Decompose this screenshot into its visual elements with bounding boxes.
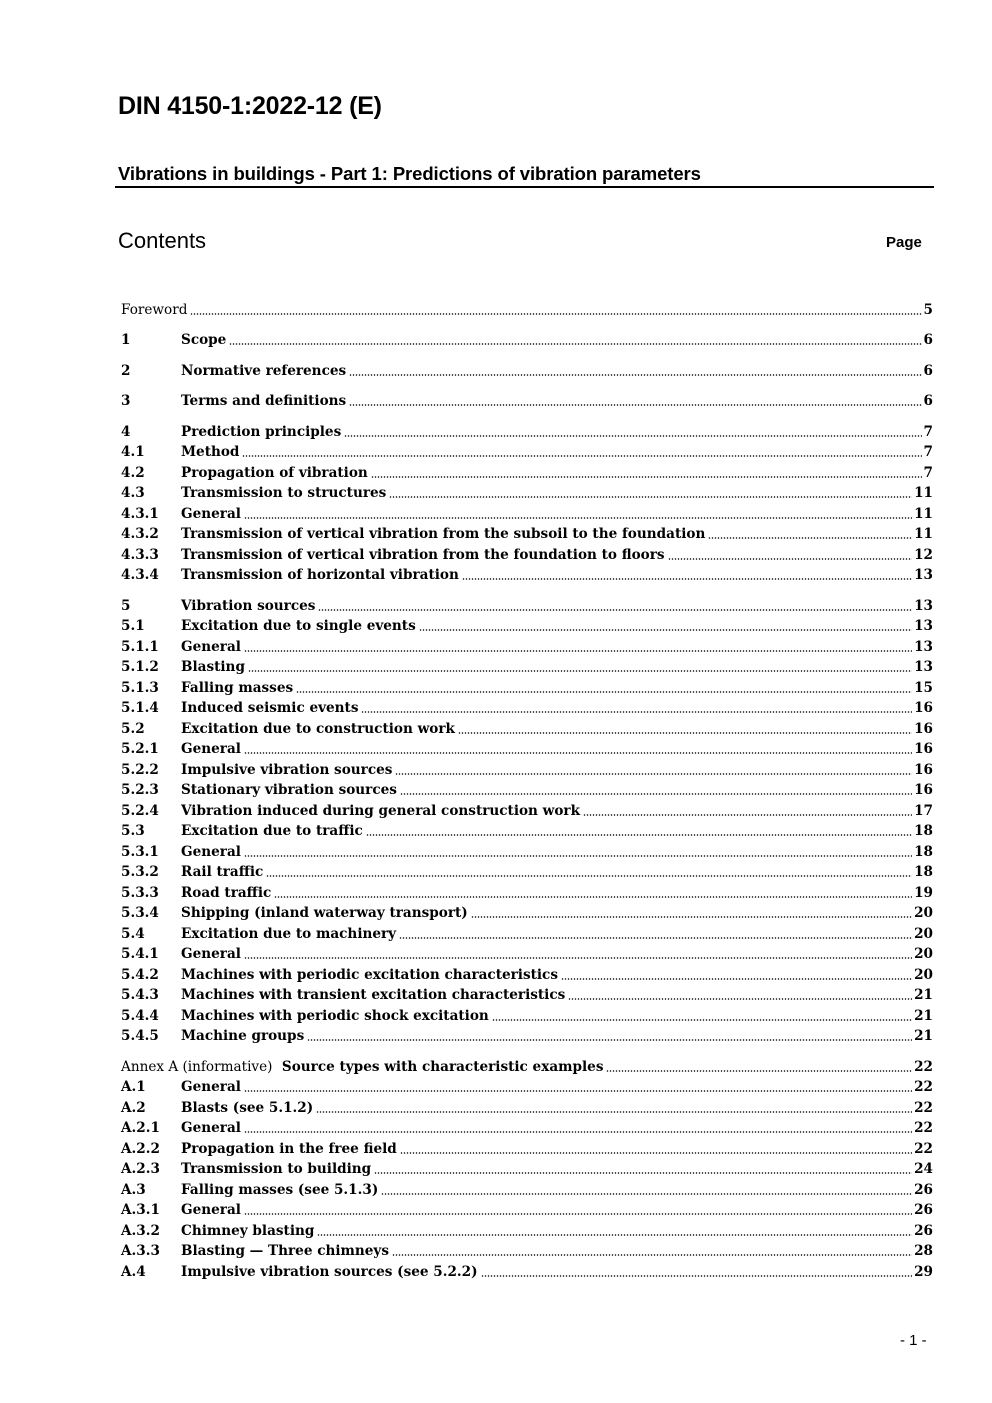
- toc-dot-leader: [606, 1070, 912, 1072]
- toc-entry-title: Machines with periodic excitation characteristics: [181, 966, 558, 983]
- toc-entry-number: 5.3.1: [121, 843, 159, 860]
- toc-entry-title: Normative references: [181, 362, 347, 379]
- toc-entry-page: 17: [914, 802, 933, 819]
- toc-dot-leader: [318, 609, 912, 611]
- toc-entry-page: 22: [914, 1079, 933, 1095]
- toc-entry[interactable]: [121, 1118, 933, 1139]
- toc-entry[interactable]: [121, 565, 933, 586]
- toc-entry-page: 21: [914, 1028, 933, 1044]
- toc-dot-leader: [568, 998, 912, 1000]
- toc-entry[interactable]: [121, 1241, 933, 1262]
- toc-entry[interactable]: [121, 1056, 933, 1077]
- toc-dot-leader: [366, 834, 912, 836]
- toc-entry-number: 5.3: [121, 823, 145, 839]
- toc-dot-leader: [296, 691, 912, 693]
- toc-entry[interactable]: [121, 923, 933, 944]
- toc-dot-leader: [481, 1275, 913, 1277]
- toc-dot-leader: [344, 435, 921, 437]
- toc-entry-page: 13: [914, 659, 933, 675]
- toc-dot-leader: [492, 1019, 912, 1021]
- toc-entry-number: 5.2.3: [121, 782, 159, 798]
- toc-entry-page: 28: [914, 1243, 933, 1259]
- toc-entry[interactable]: [121, 595, 933, 616]
- toc-entry[interactable]: [121, 677, 933, 698]
- toc-entry-page: 24: [914, 1161, 933, 1177]
- document-subtitle: Vibrations in buildings - Part 1: Predictions of vibration parameters: [118, 163, 701, 184]
- toc-dot-leader: [400, 1152, 912, 1154]
- toc-entry-title: Transmission of vertical vibration from the foundation to floors: [181, 546, 665, 563]
- toc-entry-title: General: [181, 638, 241, 655]
- toc-entry-title: Terms and definitions: [181, 393, 347, 409]
- toc-entry-page: 22: [914, 1058, 933, 1075]
- toc-entry-number: 5.4.2: [121, 966, 159, 983]
- toc-dot-leader: [307, 1039, 912, 1041]
- toc-entry-number: A.3.2: [121, 1222, 160, 1239]
- toc-entry-page: 5: [923, 301, 933, 318]
- toc-entry-number: 5.4: [121, 925, 145, 942]
- toc-dot-leader: [242, 455, 921, 457]
- toc-entry[interactable]: [121, 944, 933, 965]
- toc-entry-title: Falling masses (see 5.1.3): [181, 1181, 379, 1198]
- toc-entry-page: 26: [914, 1222, 933, 1239]
- toc-entry-number: A.4: [121, 1263, 146, 1280]
- toc-entry-number: 5.4.1: [121, 946, 159, 962]
- toc-entry-page: 11: [914, 505, 933, 522]
- toc-entry[interactable]: [121, 657, 933, 678]
- subtitle-rule: [115, 186, 934, 188]
- toc-entry-page: 16: [914, 761, 933, 778]
- toc-entry-number: 5: [121, 597, 131, 614]
- toc-dot-leader: [374, 1172, 912, 1174]
- toc-entry-title: General: [181, 1079, 241, 1095]
- toc-entry[interactable]: [121, 841, 933, 862]
- toc-entry-number: 5.4.4: [121, 1007, 159, 1024]
- toc-entry-title: Falling masses: [181, 679, 294, 696]
- toc-entry-page: 22: [914, 1120, 933, 1136]
- toc-entry-title: Excitation due to single events: [181, 618, 416, 634]
- toc-entry-page: 16: [914, 720, 933, 737]
- toc-entry-title: Method: [181, 444, 240, 460]
- toc-dot-leader: [392, 1254, 912, 1256]
- toc-dot-leader: [381, 1193, 912, 1195]
- toc-entry-page: 16: [914, 700, 933, 716]
- toc-entry-page: 18: [914, 843, 933, 860]
- table-of-contents: [121, 299, 933, 1282]
- toc-entry[interactable]: [121, 421, 933, 442]
- toc-entry-number: 1: [121, 332, 131, 348]
- toc-entry-title: Stationary vibration sources: [181, 782, 397, 798]
- toc-entry-page: 13: [914, 618, 933, 634]
- toc-dot-leader: [458, 732, 912, 734]
- toc-entry-number: 5.2.2: [121, 761, 159, 778]
- toc-dot-leader: [317, 1234, 912, 1236]
- toc-entry[interactable]: [121, 1179, 933, 1200]
- toc-entry-page: 26: [914, 1181, 933, 1198]
- toc-entry-title: Road traffic: [181, 884, 272, 901]
- toc-dot-leader: [668, 558, 913, 560]
- toc-entry-title: Vibration sources: [181, 597, 316, 614]
- toc-entry[interactable]: [121, 1005, 933, 1026]
- toc-entry[interactable]: [121, 964, 933, 985]
- toc-entry[interactable]: [121, 360, 933, 381]
- toc-entry-title: Excitation due to machinery: [181, 925, 397, 942]
- toc-entry[interactable]: [121, 739, 933, 760]
- toc-entry-number: A.3: [121, 1181, 146, 1198]
- toc-entry-number: 4.1: [121, 444, 145, 460]
- toc-entry-number: 4.3.4: [121, 567, 159, 583]
- toc-entry-number: 3: [121, 393, 131, 409]
- toc-entry[interactable]: [121, 524, 933, 545]
- toc-entry[interactable]: [121, 616, 933, 637]
- toc-dot-leader: [244, 650, 912, 652]
- toc-entry-title: Transmission to structures: [181, 485, 387, 501]
- toc-entry[interactable]: [121, 299, 933, 320]
- toc-entry-page: 11: [914, 485, 933, 501]
- toc-entry[interactable]: [121, 800, 933, 821]
- toc-entry[interactable]: [121, 391, 933, 412]
- toc-entry-title: Transmission of vertical vibration from the subsoil to the foundation: [181, 526, 706, 542]
- toc-entry-page: 13: [914, 567, 933, 583]
- toc-entry-title: Impulsive vibration sources (see 5.2.2): [181, 1263, 478, 1280]
- toc-dot-leader: [583, 814, 912, 816]
- toc-entry-page: 6: [923, 332, 933, 348]
- toc-entry-number: 5.2.4: [121, 802, 159, 819]
- toc-entry[interactable]: [121, 821, 933, 842]
- toc-entry-title: Shipping (inland waterway transport): [181, 905, 468, 921]
- toc-entry-page: 29: [914, 1263, 933, 1280]
- contents-heading: Contents: [118, 228, 207, 253]
- toc-entry-number: 5.3.3: [121, 884, 159, 901]
- toc-dot-leader: [400, 793, 912, 795]
- toc-entry-title: Propagation in the free field: [181, 1140, 397, 1157]
- toc-dot-leader: [471, 916, 912, 918]
- toc-entry-page: 7: [923, 464, 933, 481]
- toc-dot-leader: [349, 404, 921, 406]
- toc-dot-leader: [244, 1213, 912, 1215]
- toc-entry-page: 12: [914, 546, 933, 563]
- toc-dot-leader: [244, 752, 912, 754]
- toc-entry-number: 5.2.1: [121, 741, 159, 757]
- toc-dot-leader: [361, 711, 912, 713]
- toc-entry-number: A.2.2: [121, 1140, 160, 1157]
- toc-entry[interactable]: [121, 636, 933, 657]
- toc-entry-title: General: [181, 505, 241, 522]
- toc-dot-leader: [248, 670, 912, 672]
- toc-entry[interactable]: [121, 780, 933, 801]
- toc-entry-page: 20: [914, 946, 933, 962]
- toc-entry-number: 5.1.3: [121, 679, 159, 696]
- toc-entry-number: 4.3.3: [121, 546, 159, 563]
- toc-entry-title: General: [181, 946, 241, 962]
- toc-dot-leader: [190, 313, 921, 315]
- toc-entry-number: 5.3.2: [121, 864, 159, 880]
- toc-entry-number: 4.3.1: [121, 505, 159, 522]
- toc-entry-title: Prediction principles: [181, 423, 342, 440]
- document-title: DIN 4150-1:2022-12 (E): [118, 92, 382, 120]
- toc-entry-title: Rail traffic: [181, 864, 264, 880]
- toc-entry[interactable]: [121, 862, 933, 883]
- toc-entry[interactable]: [121, 462, 933, 483]
- toc-entry-number: 4.2: [121, 464, 145, 481]
- toc-entry[interactable]: [121, 1026, 933, 1047]
- toc-dot-leader: [266, 875, 912, 877]
- toc-entry-page: 13: [914, 638, 933, 655]
- toc-dot-leader: [462, 578, 912, 580]
- toc-entry-number: 5.4.5: [121, 1028, 159, 1044]
- toc-dot-leader: [371, 476, 922, 478]
- toc-entry-page: 16: [914, 741, 933, 757]
- toc-entry[interactable]: [121, 882, 933, 903]
- toc-entry-title: General: [181, 843, 241, 860]
- page-column-heading: Page: [886, 234, 922, 251]
- page-number-footer: - 1 -: [900, 1332, 927, 1349]
- toc-entry[interactable]: [121, 1261, 933, 1282]
- toc-entry-title: General: [181, 1202, 241, 1218]
- toc-entry-title: Excitation due to traffic: [181, 823, 363, 839]
- toc-entry-title: Machines with transient excitation characteristics: [181, 987, 566, 1003]
- annex-prefix: Annex A (informative): [121, 1058, 273, 1075]
- toc-entry-number: 4: [121, 423, 131, 440]
- toc-dot-leader: [229, 343, 921, 345]
- toc-entry-title: [121, 1058, 606, 1077]
- toc-entry-number: 5.3.4: [121, 905, 159, 921]
- annex-title: Source types with characteristic examples: [272, 1058, 604, 1075]
- toc-entry-page: 26: [914, 1202, 933, 1218]
- toc-entry-page: 13: [914, 597, 933, 614]
- toc-entry-page: 15: [914, 679, 933, 696]
- toc-entry-page: 20: [914, 905, 933, 921]
- toc-entry-title: Chimney blasting: [181, 1222, 315, 1239]
- toc-entry-title: Machine groups: [181, 1028, 305, 1044]
- toc-entry-title: Propagation of vibration: [181, 464, 368, 481]
- toc-entry-title: Transmission of horizontal vibration: [181, 567, 459, 583]
- toc-dot-leader: [244, 855, 912, 857]
- toc-entry-number: A.1: [121, 1079, 146, 1095]
- toc-dot-leader: [274, 896, 912, 898]
- toc-entry-title: General: [181, 1120, 241, 1136]
- toc-entry-number: 5.2: [121, 720, 145, 737]
- toc-entry[interactable]: [121, 903, 933, 924]
- toc-entry-title: Induced seismic events: [181, 700, 359, 716]
- toc-entry-page: 7: [923, 444, 933, 460]
- toc-entry-number: A.3.3: [121, 1243, 160, 1259]
- toc-entry-page: 22: [914, 1099, 933, 1116]
- toc-dot-leader: [316, 1111, 912, 1113]
- toc-entry-number: A.2.1: [121, 1120, 160, 1136]
- toc-entry[interactable]: [121, 483, 933, 504]
- toc-entry-number: 4.3.2: [121, 526, 159, 542]
- toc-dot-leader: [244, 957, 912, 959]
- toc-entry-page: 7: [923, 423, 933, 440]
- toc-entry-number: 5.1.1: [121, 638, 159, 655]
- toc-entry[interactable]: [121, 698, 933, 719]
- toc-entry-title: Machines with periodic shock excitation: [181, 1007, 489, 1024]
- toc-entry-number: 2: [121, 362, 131, 379]
- toc-entry-number: 5.4.3: [121, 987, 159, 1003]
- toc-entry[interactable]: [121, 330, 933, 351]
- toc-entry-number: 5.1: [121, 618, 145, 634]
- toc-entry[interactable]: [121, 544, 933, 565]
- toc-entry-number: A.2: [121, 1099, 146, 1116]
- toc-entry-page: 20: [914, 925, 933, 942]
- toc-dot-leader: [561, 978, 912, 980]
- toc-entry[interactable]: [121, 718, 933, 739]
- toc-dot-leader: [349, 374, 921, 376]
- toc-entry-page: 21: [914, 1007, 933, 1024]
- toc-entry-page: 6: [923, 393, 933, 409]
- toc-entry-page: 22: [914, 1140, 933, 1157]
- toc-entry-page: 20: [914, 966, 933, 983]
- toc-entry-title: Blasting: [181, 659, 245, 675]
- toc-entry-title: Transmission to building: [181, 1161, 372, 1177]
- toc-entry[interactable]: [121, 503, 933, 524]
- toc-entry-number: A.3.1: [121, 1202, 160, 1218]
- toc-entry-number: 4.3: [121, 485, 145, 501]
- toc-entry[interactable]: [121, 1097, 933, 1118]
- toc-dot-leader: [708, 537, 912, 539]
- toc-dot-leader: [244, 1090, 912, 1092]
- toc-entry[interactable]: [121, 1200, 933, 1221]
- toc-dot-leader: [395, 773, 912, 775]
- toc-entry-title: Excitation due to construction work: [181, 720, 455, 737]
- toc-dot-leader: [389, 496, 912, 498]
- toc-dot-leader: [244, 1131, 912, 1133]
- toc-dot-leader: [399, 937, 912, 939]
- toc-entry-title: Blasting — Three chimneys: [181, 1243, 389, 1259]
- toc-entry-page: 16: [914, 782, 933, 798]
- toc-dot-leader: [419, 629, 912, 631]
- toc-entry[interactable]: [121, 1220, 933, 1241]
- toc-entry-page: 18: [914, 864, 933, 880]
- toc-entry-number: A.2.3: [121, 1161, 160, 1177]
- toc-entry[interactable]: [121, 759, 933, 780]
- toc-entry[interactable]: [121, 442, 933, 463]
- toc-entry-page: 21: [914, 987, 933, 1003]
- toc-entry-page: 18: [914, 823, 933, 839]
- toc-entry[interactable]: [121, 1159, 933, 1180]
- toc-entry[interactable]: [121, 985, 933, 1006]
- toc-entry-number: 5.1.2: [121, 659, 159, 675]
- toc-entry-title: General: [181, 741, 241, 757]
- toc-entry-page: 6: [923, 362, 933, 379]
- toc-entry-number: 5.1.4: [121, 700, 159, 716]
- toc-entry-page: 11: [914, 526, 933, 542]
- toc-dot-leader: [244, 517, 912, 519]
- toc-entry-title: Impulsive vibration sources: [181, 761, 393, 778]
- toc-entry-page: 19: [914, 884, 933, 901]
- toc-entry-title: Foreword: [121, 301, 188, 318]
- toc-entry[interactable]: [121, 1077, 933, 1098]
- toc-entry-title: Vibration induced during general construction work: [181, 802, 581, 819]
- toc-entry[interactable]: [121, 1138, 933, 1159]
- toc-entry-title: Blasts (see 5.1.2): [181, 1099, 314, 1116]
- toc-entry-title: Scope: [181, 332, 227, 348]
